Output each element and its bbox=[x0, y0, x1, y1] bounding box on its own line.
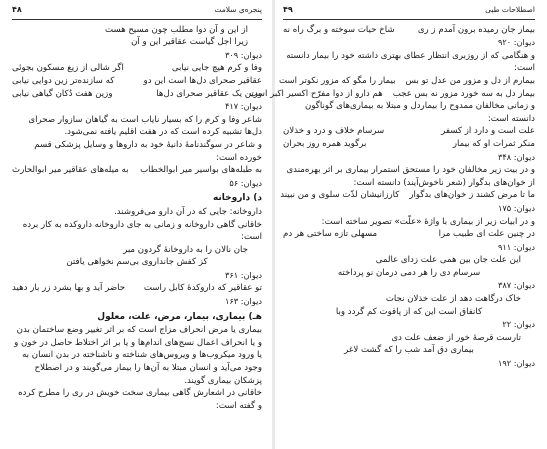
hemistich-first: تو عقاقیر که داروکدهٔ کابل راست bbox=[143, 283, 262, 294]
left-page-number: ۴۸ bbox=[12, 5, 22, 14]
paragraph: بیماری یا مرض انحراف مزاج است که بر اثر تغییر وضع ساختمان بدن و یا انحراف اعمال نسج‌های اندام‌ها و یا بر اثر اختلاط حاصل در خون و یا ورود میکروب‌ها و ویروس‌های شناخته و ناشناخته در بدن انسان به وجود می‌آید و انسان مبتلا به آن‌ها را بیمار می‌گویند و در اصطلاح پزشکان بیماری گویند. bbox=[14, 325, 262, 386]
divan-reference: دیوان: ۵۶ bbox=[229, 177, 262, 188]
hemistich-second: سرسام خلاف و درد و خذلان bbox=[283, 126, 385, 137]
paragraph: و در بیت زیر مخالفان خود را مستحق استمرار بیماری بر اثر بهره‌مندی از خوان‌های بدگوار (شعر ناخوش‌آیند) دانسته است: bbox=[286, 165, 535, 188]
divan-reference: دیوان: ۱۶۳ bbox=[224, 296, 262, 307]
verse-couplet bbox=[12, 75, 262, 88]
divan-reference: دیوان: ۱۷۵ bbox=[497, 202, 535, 213]
verse-line: بیماری دق آمد شب را که گشت لاغر bbox=[344, 345, 474, 356]
verse-couplet bbox=[12, 164, 262, 177]
hemistich-second: وزین هفت دُکان گیاهی نیابی bbox=[12, 88, 113, 99]
verse-couplet bbox=[249, 88, 535, 101]
verse-line: خاک درگاهت دهد از علت خذلان نجات bbox=[385, 294, 521, 305]
hemistich-second: هم دارو از دوا مفرّح اکسیر اکبر است bbox=[249, 88, 383, 99]
hemistich-first: عقاقیر صحرای دل‌ها است این دو bbox=[143, 75, 262, 86]
verse-couplet bbox=[283, 24, 535, 37]
hemistich-first: وفا و کرم هیچ جایی نیابی bbox=[171, 63, 262, 74]
divan-reference: دیوان: ۲۲ bbox=[502, 319, 535, 330]
section-heading: د) داروخانه bbox=[212, 193, 262, 204]
left-page-body bbox=[12, 24, 262, 413]
verse-couplet bbox=[283, 228, 535, 241]
divan-reference: دیوان: ۳۴۸ bbox=[497, 151, 535, 162]
paragraph: و هنگامی که از روزبری انتظار عطای بهتری داشته خود را بیمار دانسته است: bbox=[286, 50, 535, 74]
verse-line: کانفاق است این که از پاقوت کم گردد وبا bbox=[335, 306, 483, 317]
left-page-header bbox=[12, 4, 262, 20]
verse-couplet bbox=[283, 125, 535, 138]
hemistich-second: اگر شالی از زیغ مسکون بجوئی bbox=[12, 63, 124, 74]
right-page bbox=[249, 0, 547, 449]
hemistich-first: بیمارم از دل و مزور من عدل تو بس bbox=[405, 75, 535, 86]
verse-line: کز کفش جانداروی بی‌سم نخواهی یافتن bbox=[66, 257, 208, 268]
divan-reference: دیوان: ۳۰۹ bbox=[224, 49, 262, 60]
hemistich-second: شاخ حیات سوخته و برگ راه نه bbox=[283, 24, 395, 35]
verse-couplet bbox=[280, 189, 535, 202]
hemistich-first: ما تا مرض کشند ز خوان‌های بدگوار bbox=[409, 190, 535, 201]
hemistich-second: که سازنده‌تر زین دوایی نیابی bbox=[12, 75, 115, 86]
verse-couplet bbox=[283, 138, 535, 151]
hemistich-first: به طبله‌های بواسیر میر ابوالخطاب bbox=[140, 165, 262, 176]
paragraph: خاقانی گاهی داروخانه و زمانی به جای داروخانه داروکده به کار برده است: bbox=[22, 219, 262, 243]
right-page-body bbox=[249, 24, 535, 370]
paragraph: و شاعر در سوگندنامهٔ دانیهٔ خود به داروها و وسایل پزشکی قسم خورده است: bbox=[34, 139, 262, 163]
verse-line: زیرا اجل گیاست عقاقیر این و آن bbox=[131, 37, 248, 48]
hemistich-second: مسهلی تازه ساختی هر دم bbox=[283, 229, 378, 240]
divan-reference: دیوان: ۳۶۱ bbox=[224, 269, 262, 280]
section-heading: هـ) بیماری، بیمار، مرض، علت، معلول bbox=[97, 311, 262, 322]
paragraph: و در ابیات زیر از بیماری با واژهٔ «علّت» تصویر ساخته است: bbox=[321, 216, 535, 227]
divan-reference: دیوان: ۴۱۷ bbox=[224, 101, 262, 112]
verse-line: این علت جان بین همی علت زدای عالمی bbox=[375, 255, 521, 266]
right-page-header bbox=[283, 4, 535, 20]
verse-line: جان نالان را به داروخانهٔ گردون مبر bbox=[123, 244, 248, 255]
hemistich-first: علت است و دارد از کسفر bbox=[441, 126, 535, 137]
verse-couplet bbox=[278, 75, 535, 88]
divan-reference: دیوان: ۹۱۱ bbox=[497, 241, 535, 252]
verse-couplet bbox=[12, 62, 262, 75]
paragraph: داروخانه: جایی که در آن دارو می‌فروشند. bbox=[114, 206, 262, 217]
paragraph: و زمانی مخالفان ممدوح را بیماردل و مبتلا به بیماری‌های گوناگون دانسته است: bbox=[305, 101, 535, 124]
hemistich-first: بیمار دل به سه خورد مزور نه بس عجب bbox=[392, 88, 535, 99]
hemistich-second: برگوید همره روز بحران bbox=[283, 138, 367, 149]
paragraph: خاقانی در اشعارش گاهی بیماری سخت خویش در ری را مطرح کرده و گفته است: bbox=[18, 388, 262, 411]
verse-couplet bbox=[12, 88, 262, 101]
hemistich-first: بیمار جان رمیده برون آمدم ز ری bbox=[417, 24, 535, 35]
right-page-number: ۴۹ bbox=[283, 5, 293, 14]
divan-reference: دیوان: ۱۹۲ bbox=[497, 358, 535, 369]
hemistich-second: به میله‌های عقاقیر میر ابوالحارث bbox=[12, 165, 129, 176]
hemistich-first: در چنین علت ای طبیب مرا bbox=[438, 229, 535, 240]
paragraph: شاعر وفا و کرم را که بسیار نایاب است به گیاهان سازوار صحرای دل‌ها تشبیه کرده است که در هفت اقلیم یافته نمی‌شود. bbox=[28, 114, 262, 138]
verse-line: از این و آن دوا مطلب چون مسیح هست bbox=[105, 24, 248, 35]
hemistich-second: بیمار را مگو که مزور نکوتر است bbox=[278, 75, 396, 86]
verse-line: سرسام دی را هر دمی درمان نو پرداخته bbox=[337, 267, 481, 278]
divan-reference: دیوان: ۳۸۷ bbox=[497, 280, 535, 291]
right-header-title: اصطلاحات طبی bbox=[485, 5, 535, 14]
hemistich-second: حاضر آید و بها بشرد زر بار دهید bbox=[12, 283, 126, 294]
left-page bbox=[0, 0, 272, 449]
left-header-title: پنجره‌ی سلامت bbox=[214, 5, 262, 14]
verse-line: تارست قرصهٔ خور از ضعف علت دی bbox=[391, 332, 521, 343]
hemistich-first: وزین یک عقاقیر صحرای دل‌ها bbox=[156, 88, 262, 99]
divan-reference: دیوان: ۹۲۰ bbox=[497, 37, 535, 48]
hemistich-first: منکر ثمرات او که بیمار bbox=[452, 138, 535, 149]
hemistich-second: کارزانیشان لذّت سلوی و من نبیند bbox=[280, 190, 400, 201]
verse-couplet bbox=[12, 282, 262, 295]
